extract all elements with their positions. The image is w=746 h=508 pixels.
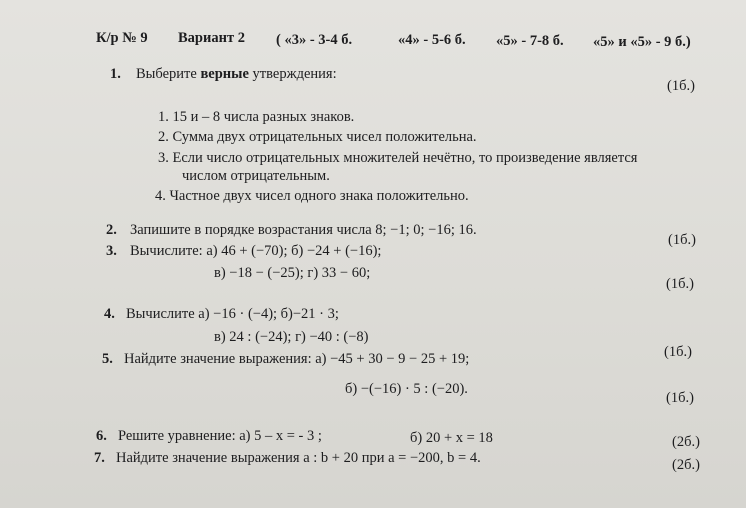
q1-item-1: 1. 15 и – 8 числа разных знаков. xyxy=(158,109,355,125)
q6-text-b: б) 20 + х = 18 xyxy=(410,430,493,446)
variant-label: Вариант 2 xyxy=(178,30,245,46)
q1-item-2: 2. Сумма двух отрицательных чисел положительна. xyxy=(158,129,477,145)
grade-5: «5» - 7-8 б. xyxy=(496,33,564,49)
q1-points: (1б.) xyxy=(667,78,695,94)
q1-text: Выберите верные утверждения: xyxy=(136,66,337,82)
q4-line-2: в) 24 : (−24); г) −40 : (−8) xyxy=(214,329,369,345)
q1-item-3-cont: числом отрицательным. xyxy=(182,168,330,184)
q4-line-1: Вычислите а) −16 · (−4); б)−21 · 3; xyxy=(126,306,339,322)
q3-number: 3. xyxy=(106,243,117,259)
q7-number: 7. xyxy=(94,450,105,466)
q2-text: Запишите в порядке возрастания числа 8; −1; 0; −16; 16. xyxy=(130,222,477,238)
q7-points: (2б.) xyxy=(672,457,700,473)
work-number: К/р № 9 xyxy=(96,30,148,46)
q2-points: (1б.) xyxy=(668,232,696,248)
grade-3: ( «3» - 3-4 б. xyxy=(276,32,353,48)
q1-number: 1. xyxy=(110,66,121,82)
q6-points: (2б.) xyxy=(672,434,700,450)
q7-text: Найдите значение выражения a : b + 20 при a = −200, b = 4. xyxy=(116,450,481,466)
q4-points: (1б.) xyxy=(664,344,692,360)
q3-points: (1б.) xyxy=(666,276,694,292)
grade-4: «4» - 5-6 б. xyxy=(398,32,466,48)
q5-points: (1б.) xyxy=(666,390,694,406)
q4-number: 4. xyxy=(104,306,115,322)
q6-number: 6. xyxy=(96,428,107,444)
q1-item-4: 4. Частное двух чисел одного знака положительно. xyxy=(155,188,469,204)
grade-5-and-5: «5» и «5» - 9 б.) xyxy=(593,34,691,50)
q5-number: 5. xyxy=(102,351,113,367)
q3-line-1: Вычислите: а) 46 + (−70); б) −24 + (−16); xyxy=(130,243,382,259)
q5-line-1: Найдите значение выражения: а) −45 + 30 − 9 − 25 + 19; xyxy=(124,351,470,367)
q6-text-a: Решите уравнение: а) 5 – х = - 3 ; xyxy=(118,428,322,444)
q2-number: 2. xyxy=(106,222,117,238)
q1-item-3: 3. Если число отрицательных множителей нечётно, то произведение является xyxy=(158,150,638,166)
q5-line-2: б) −(−16) · 5 : (−20). xyxy=(345,381,468,397)
q3-line-2: в) −18 − (−25); г) 33 − 60; xyxy=(214,265,371,281)
